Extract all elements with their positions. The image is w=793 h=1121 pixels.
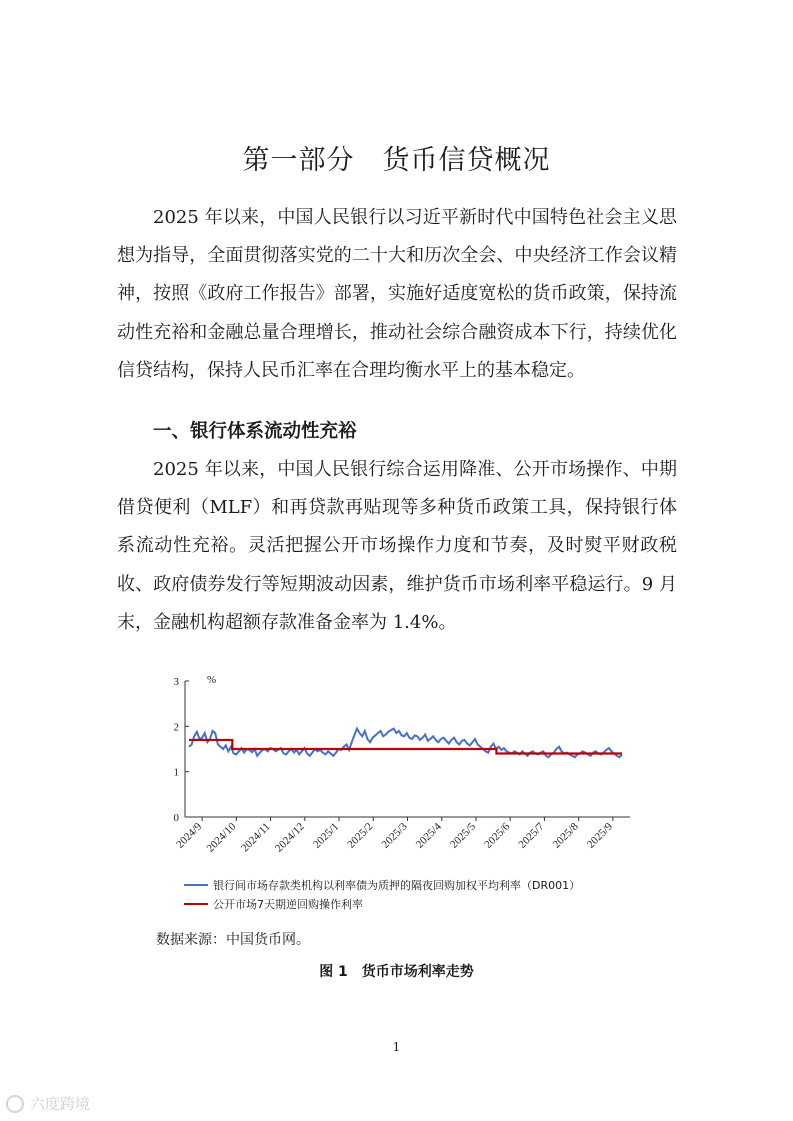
x-tick-label: 2025/8 bbox=[550, 820, 581, 851]
page-number: 1 bbox=[392, 1040, 401, 1054]
x-tick-label: 2025/3 bbox=[379, 820, 410, 851]
x-tick-label: 2024/12 bbox=[272, 820, 307, 855]
watermark-text: 六度跨境 bbox=[30, 1095, 91, 1113]
y-tick-label: 1 bbox=[173, 766, 179, 779]
legend-label-dr001: 银行间市场存款类机构以利率债为质押的隔夜回购加权平均利率（DR001） bbox=[213, 878, 581, 892]
y-tick-label: 3 bbox=[173, 676, 179, 688]
watermark bbox=[6, 1093, 90, 1114]
page-title: 第一部分 货币信贷概况 bbox=[242, 145, 551, 176]
x-tick-label: 2025/2 bbox=[345, 820, 376, 851]
legend-swatch-red bbox=[184, 903, 208, 905]
x-tick-label: 2025/6 bbox=[482, 820, 513, 851]
x-tick-label: 2025/9 bbox=[584, 820, 616, 851]
chart-series bbox=[189, 729, 622, 758]
x-tick-label: 2025/4 bbox=[413, 820, 444, 851]
chart-legend bbox=[184, 875, 580, 913]
watermark-logo-icon bbox=[6, 1095, 24, 1113]
legend-item-reverse-repo bbox=[184, 894, 580, 913]
x-tick-label: 2024/9 bbox=[174, 820, 205, 851]
liquidity-paragraph: 2025 年以来，中国人民银行综合运用降准、公开市场操作、中期借贷便利（MLF）和再贷款再贴现等多种货币政策工具，保持银行体系流动性充裕。灵活把握公开市场操作力度和节奏，及时熨平财政税收、政府债券发行等短期波动因素，维护货币市场利率平稳运行。9 月末，金融机构超额存款准备金率为 1.4%。 bbox=[117, 459, 677, 633]
source-note: 数据来源：中国货币网。 bbox=[156, 932, 310, 948]
x-tick-label: 2025/5 bbox=[447, 820, 479, 851]
y-tick-label: 0 bbox=[173, 812, 179, 824]
legend-item-dr001 bbox=[184, 875, 580, 894]
x-tick-label: 2025/7 bbox=[516, 820, 547, 851]
y-axis-unit: % bbox=[207, 674, 217, 686]
legend-swatch-blue bbox=[184, 884, 208, 886]
money-market-rate-chart bbox=[155, 664, 635, 874]
x-tick-label: 2024/11 bbox=[239, 820, 273, 855]
figure-caption: 图 1 货币市场利率走势 bbox=[319, 964, 474, 980]
x-tick-label: 2024/10 bbox=[204, 820, 239, 855]
section-heading: 一、银行体系流动性充裕 bbox=[153, 421, 357, 442]
y-tick-label: 2 bbox=[173, 721, 179, 734]
series-line-reverse-repo bbox=[189, 740, 622, 754]
intro-paragraph: 2025 年以来，中国人民银行以习近平新时代中国特色社会主义思想为指导，全面贯彻落实党的二十大和历次全会、中央经济工作会议精神，按照《政府工作报告》部署，实施好适度宽松的货币政策，保持流动性充裕和金融总量合理增长，推动社会综合融资成本下行，持续优化信贷结构，保持人民币汇率在合理均衡水平上的基本稳定。 bbox=[117, 207, 677, 381]
x-tick-label: 2025/1 bbox=[311, 820, 342, 851]
chart-axes bbox=[174, 674, 631, 855]
legend-label-reverse-repo: 公开市场7天期逆回购操作利率 bbox=[213, 897, 363, 911]
